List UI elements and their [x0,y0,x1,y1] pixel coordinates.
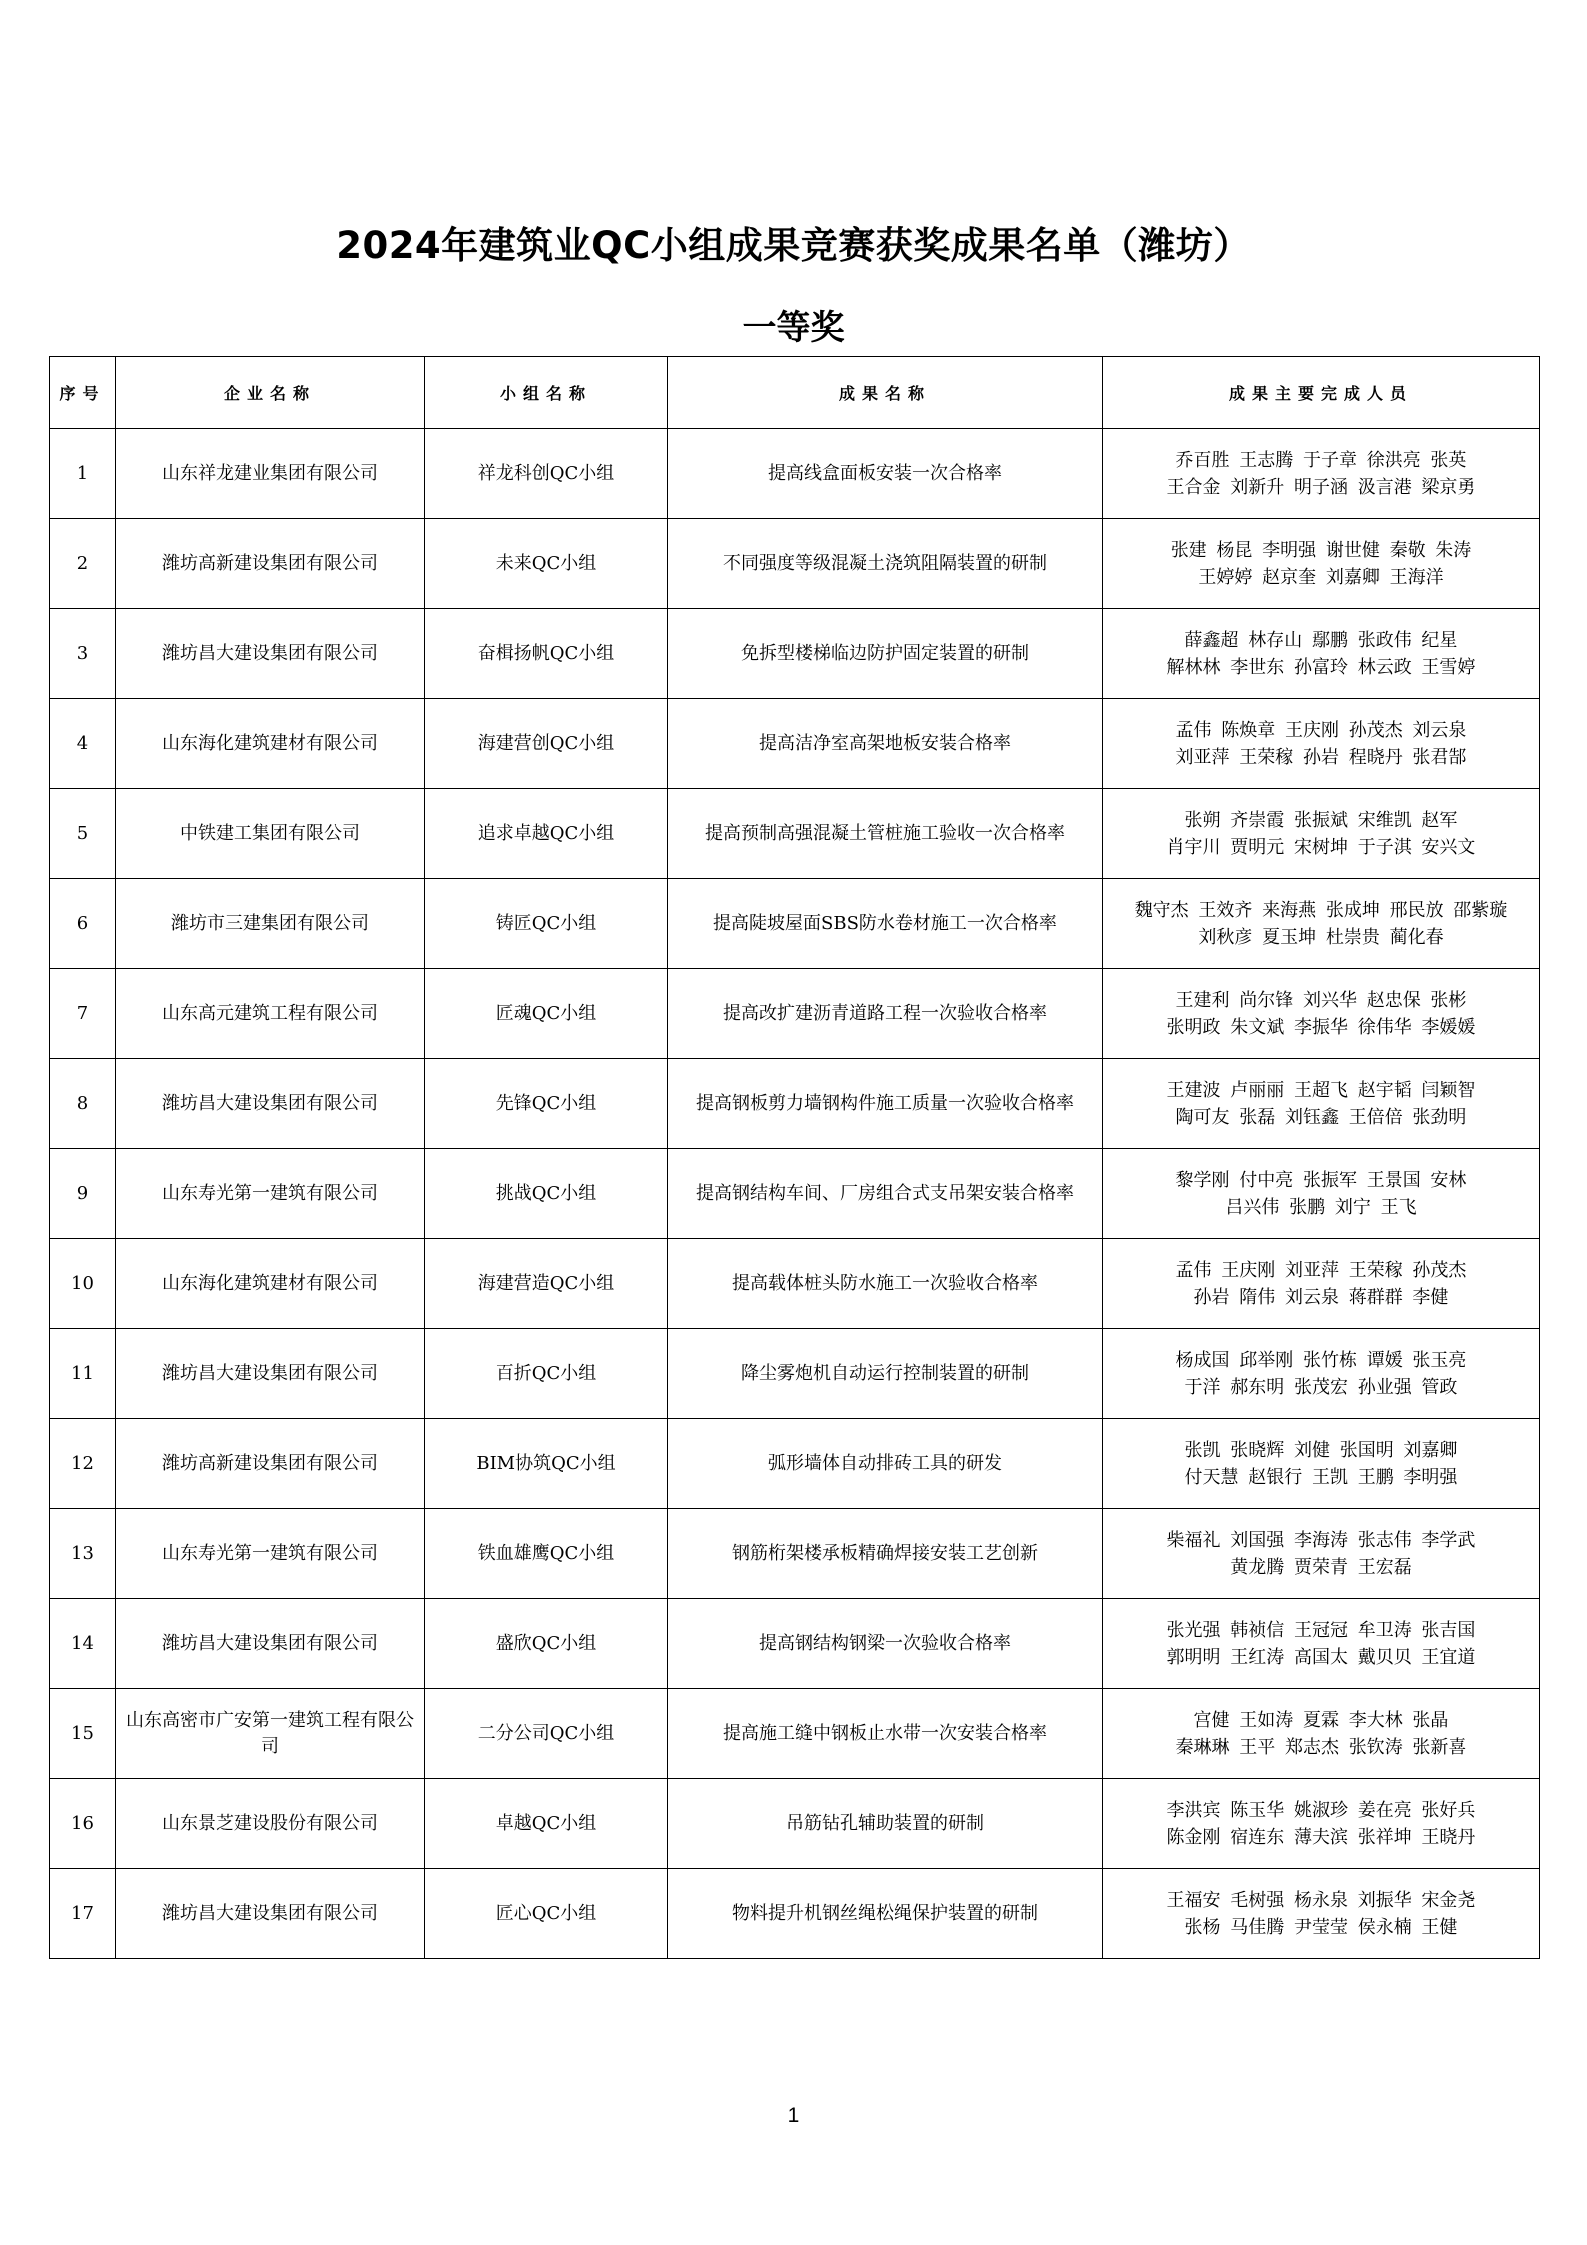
member-names-line: 肖宇川 贾明元 宋树坤 于子淇 安兴文 [1166,836,1476,858]
cell-main-members [1103,789,1540,879]
cell-group-name: 盛欣QC小组 [425,1599,668,1689]
member-names-line: 陈金刚 宿连东 薄夫滨 张祥坤 王晓丹 [1166,1826,1476,1848]
cell-main-members [1103,1689,1540,1779]
cell-group-name: 追求卓越QC小组 [425,789,668,879]
cell-company-name: 潍坊昌大建设集团有限公司 [116,1599,425,1689]
cell-company-name: 潍坊昌大建设集团有限公司 [116,1329,425,1419]
table-row [50,1689,1540,1779]
cell-achievement-name: 免拆型楼梯临边防护固定装置的研制 [668,609,1103,699]
cell-company-name: 山东景芝建设股份有限公司 [116,1779,425,1869]
cell-company-name: 山东海化建筑建材有限公司 [116,1239,425,1329]
cell-main-members [1103,969,1540,1059]
member-names-line: 张光强 韩祯信 王冠冠 牟卫涛 张吉国 [1166,1619,1476,1641]
member-names-line: 李洪宾 陈玉华 姚淑珍 姜在亮 张好兵 [1166,1799,1476,1821]
cell-achievement-name: 吊筋钻孔辅助装置的研制 [668,1779,1103,1869]
cell-main-members [1103,1599,1540,1689]
cell-company-name: 潍坊市三建集团有限公司 [116,879,425,969]
cell-serial-number: 13 [50,1509,116,1599]
cell-achievement-name: 提高线盒面板安装一次合格率 [668,429,1103,519]
cell-main-members [1103,1239,1540,1329]
cell-group-name: 挑战QC小组 [425,1149,668,1239]
cell-main-members [1103,1869,1540,1959]
member-names-line: 王福安 毛树强 杨永泉 刘振华 宋金尧 [1166,1889,1476,1911]
cell-company-name: 中铁建工集团有限公司 [116,789,425,879]
table-body [50,429,1540,1959]
header-company-name: 企业名称 [116,357,425,429]
cell-serial-number: 4 [50,699,116,789]
cell-main-members [1103,1779,1540,1869]
cell-main-members [1103,609,1540,699]
cell-group-name: 百折QC小组 [425,1329,668,1419]
member-names-line: 王建波 卢丽丽 王超飞 赵宇韬 闫颖智 [1166,1079,1476,1101]
cell-company-name: 潍坊高新建设集团有限公司 [116,519,425,609]
cell-serial-number: 9 [50,1149,116,1239]
cell-group-name: 匠魂QC小组 [425,969,668,1059]
cell-group-name: 海建营创QC小组 [425,699,668,789]
cell-main-members [1103,1509,1540,1599]
cell-main-members [1103,699,1540,789]
table-row [50,1509,1540,1599]
member-names-line: 乔百胜 王志腾 于子章 徐洪亮 张英 [1175,449,1467,471]
member-names-line: 王建利 尚尔锋 刘兴华 赵忠保 张彬 [1175,989,1467,1011]
table-row [50,1779,1540,1869]
member-names-line: 刘秋彦 夏玉坤 杜崇贵 蔺化春 [1198,926,1444,948]
cell-serial-number: 1 [50,429,116,519]
cell-serial-number: 14 [50,1599,116,1689]
cell-company-name: 山东海化建筑建材有限公司 [116,699,425,789]
cell-group-name: 卓越QC小组 [425,1779,668,1869]
member-names-line: 黎学刚 付中亮 张振军 王景国 安林 [1175,1169,1467,1191]
cell-serial-number: 2 [50,519,116,609]
cell-company-name: 潍坊昌大建设集团有限公司 [116,609,425,699]
cell-company-name: 山东高元建筑工程有限公司 [116,969,425,1059]
member-names-line: 魏守杰 王效齐 来海燕 张成坤 邢民放 邵紫璇 [1134,899,1508,921]
header-main-members: 成果主要完成人员 [1103,357,1540,429]
header-serial-number: 序号 [50,357,116,429]
table-row [50,1329,1540,1419]
cell-main-members [1103,519,1540,609]
table-row [50,1869,1540,1959]
member-names-line: 柴福礼 刘国强 李海涛 张志伟 李学武 [1166,1529,1476,1551]
cell-company-name: 山东祥龙建业集团有限公司 [116,429,425,519]
member-names-line: 秦琳琳 王平 郑志杰 张钦涛 张新喜 [1175,1736,1467,1758]
award-level-heading: 一等奖 [742,308,845,348]
member-names-line: 宫健 王如涛 夏霖 李大林 张晶 [1193,1709,1449,1731]
cell-achievement-name: 提高钢结构钢梁一次验收合格率 [668,1599,1103,1689]
member-names-line: 杨成国 邱举刚 张竹栋 谭媛 张玉亮 [1175,1349,1467,1371]
cell-company-name: 山东寿光第一建筑有限公司 [116,1509,425,1599]
cell-group-name: 铁血雄鹰QC小组 [425,1509,668,1599]
table-row [50,1059,1540,1149]
member-names-line: 陶可友 张磊 刘钰鑫 王倍倍 张劲明 [1175,1106,1467,1128]
cell-serial-number: 7 [50,969,116,1059]
cell-achievement-name: 提高改扩建沥青道路工程一次验收合格率 [668,969,1103,1059]
member-names-line: 黄龙腾 贾荣青 王宏磊 [1230,1556,1412,1578]
table-row [50,789,1540,879]
table-row [50,699,1540,789]
cell-achievement-name: 提高施工缝中钢板止水带一次安装合格率 [668,1689,1103,1779]
cell-group-name: 二分公司QC小组 [425,1689,668,1779]
header-achievement-name: 成果名称 [668,357,1103,429]
cell-serial-number: 6 [50,879,116,969]
cell-main-members [1103,1419,1540,1509]
cell-achievement-name: 提高陡坡屋面SBS防水卷材施工一次合格率 [668,879,1103,969]
cell-serial-number: 3 [50,609,116,699]
table-row [50,429,1540,519]
member-names-line: 王婷婷 赵京奎 刘嘉卿 王海洋 [1198,566,1444,588]
cell-serial-number: 12 [50,1419,116,1509]
document-title: 2024年建筑业QC小组成果竞赛获奖成果名单（潍坊） [336,224,1251,267]
member-names-line: 薛鑫超 林存山 鄢鹏 张政伟 纪星 [1184,629,1458,651]
member-names-line: 郭明明 王红涛 高国太 戴贝贝 王宜道 [1166,1646,1476,1668]
table-row [50,1419,1540,1509]
member-names-line: 张凯 张晓辉 刘健 张国明 刘嘉卿 [1184,1439,1458,1461]
cell-group-name: 先锋QC小组 [425,1059,668,1149]
table-row [50,1239,1540,1329]
member-names-line: 吕兴伟 张鹏 刘宁 王飞 [1225,1196,1417,1218]
cell-group-name: 匠心QC小组 [425,1869,668,1959]
header-group-name: 小组名称 [425,357,668,429]
cell-group-name: BIM协筑QC小组 [425,1419,668,1509]
cell-main-members [1103,1149,1540,1239]
member-names-line: 刘亚萍 王荣稼 孙岩 程晓丹 张君郜 [1175,746,1467,768]
cell-company-name: 潍坊高新建设集团有限公司 [116,1419,425,1509]
member-names-line: 张建 杨昆 李明强 谢世健 秦敬 朱涛 [1170,539,1472,561]
member-names-line: 张明政 朱文斌 李振华 徐伟华 李媛媛 [1166,1016,1476,1038]
cell-group-name: 铸匠QC小组 [425,879,668,969]
cell-achievement-name: 提高钢板剪力墙钢构件施工质量一次验收合格率 [668,1059,1103,1149]
cell-main-members [1103,879,1540,969]
cell-achievement-name: 提高洁净室高架地板安装合格率 [668,699,1103,789]
cell-serial-number: 16 [50,1779,116,1869]
cell-main-members [1103,429,1540,519]
cell-achievement-name: 提高载体桩头防水施工一次验收合格率 [668,1239,1103,1329]
cell-serial-number: 17 [50,1869,116,1959]
cell-achievement-name: 降尘雾炮机自动运行控制装置的研制 [668,1329,1103,1419]
cell-achievement-name: 物料提升机钢丝绳松绳保护装置的研制 [668,1869,1103,1959]
member-names-line: 付天慧 赵银行 王凯 王鹏 李明强 [1184,1466,1458,1488]
member-names-line: 王合金 刘新升 明子涵 汲言港 梁京勇 [1166,476,1476,498]
cell-main-members [1103,1059,1540,1149]
cell-company-name: 山东高密市广安第一建筑工程有限公司 [116,1689,425,1779]
award-table [49,356,1540,1959]
cell-group-name: 未来QC小组 [425,519,668,609]
cell-group-name: 祥龙科创QC小组 [425,429,668,519]
member-names-line: 解林林 李世东 孙富玲 林云政 王雪婷 [1166,656,1476,678]
member-names-line: 孟伟 王庆刚 刘亚萍 王荣稼 孙茂杰 [1175,1259,1467,1281]
cell-serial-number: 5 [50,789,116,879]
table-row [50,879,1540,969]
member-names-line: 孟伟 陈焕章 王庆刚 孙茂杰 刘云泉 [1175,719,1467,741]
table-row [50,519,1540,609]
cell-achievement-name: 提高钢结构车间、厂房组合式支吊架安装合格率 [668,1149,1103,1239]
member-names-line: 孙岩 隋伟 刘云泉 蒋群群 李健 [1193,1286,1449,1308]
cell-group-name: 奋楫扬帆QC小组 [425,609,668,699]
table-row [50,609,1540,699]
page-number: 1 [787,2104,800,2127]
cell-achievement-name: 提高预制高强混凝土管桩施工验收一次合格率 [668,789,1103,879]
cell-serial-number: 10 [50,1239,116,1329]
member-names-line: 于洋 郝东明 张茂宏 孙业强 管政 [1184,1376,1458,1398]
cell-group-name: 海建营造QC小组 [425,1239,668,1329]
cell-main-members [1103,1329,1540,1419]
cell-serial-number: 11 [50,1329,116,1419]
cell-achievement-name: 不同强度等级混凝土浇筑阻隔装置的研制 [668,519,1103,609]
cell-achievement-name: 弧形墙体自动排砖工具的研发 [668,1419,1103,1509]
member-names-line: 张朔 齐崇霞 张振斌 宋维凯 赵军 [1184,809,1458,831]
table-header-row [50,357,1540,429]
cell-serial-number: 15 [50,1689,116,1779]
table-row [50,969,1540,1059]
table-row [50,1149,1540,1239]
cell-serial-number: 8 [50,1059,116,1149]
cell-company-name: 山东寿光第一建筑有限公司 [116,1149,425,1239]
cell-company-name: 潍坊昌大建设集团有限公司 [116,1059,425,1149]
member-names-line: 张杨 马佳腾 尹莹莹 侯永楠 王健 [1184,1916,1458,1938]
table-row [50,1599,1540,1689]
cell-company-name: 潍坊昌大建设集团有限公司 [116,1869,425,1959]
cell-achievement-name: 钢筋桁架楼承板精确焊接安装工艺创新 [668,1509,1103,1599]
